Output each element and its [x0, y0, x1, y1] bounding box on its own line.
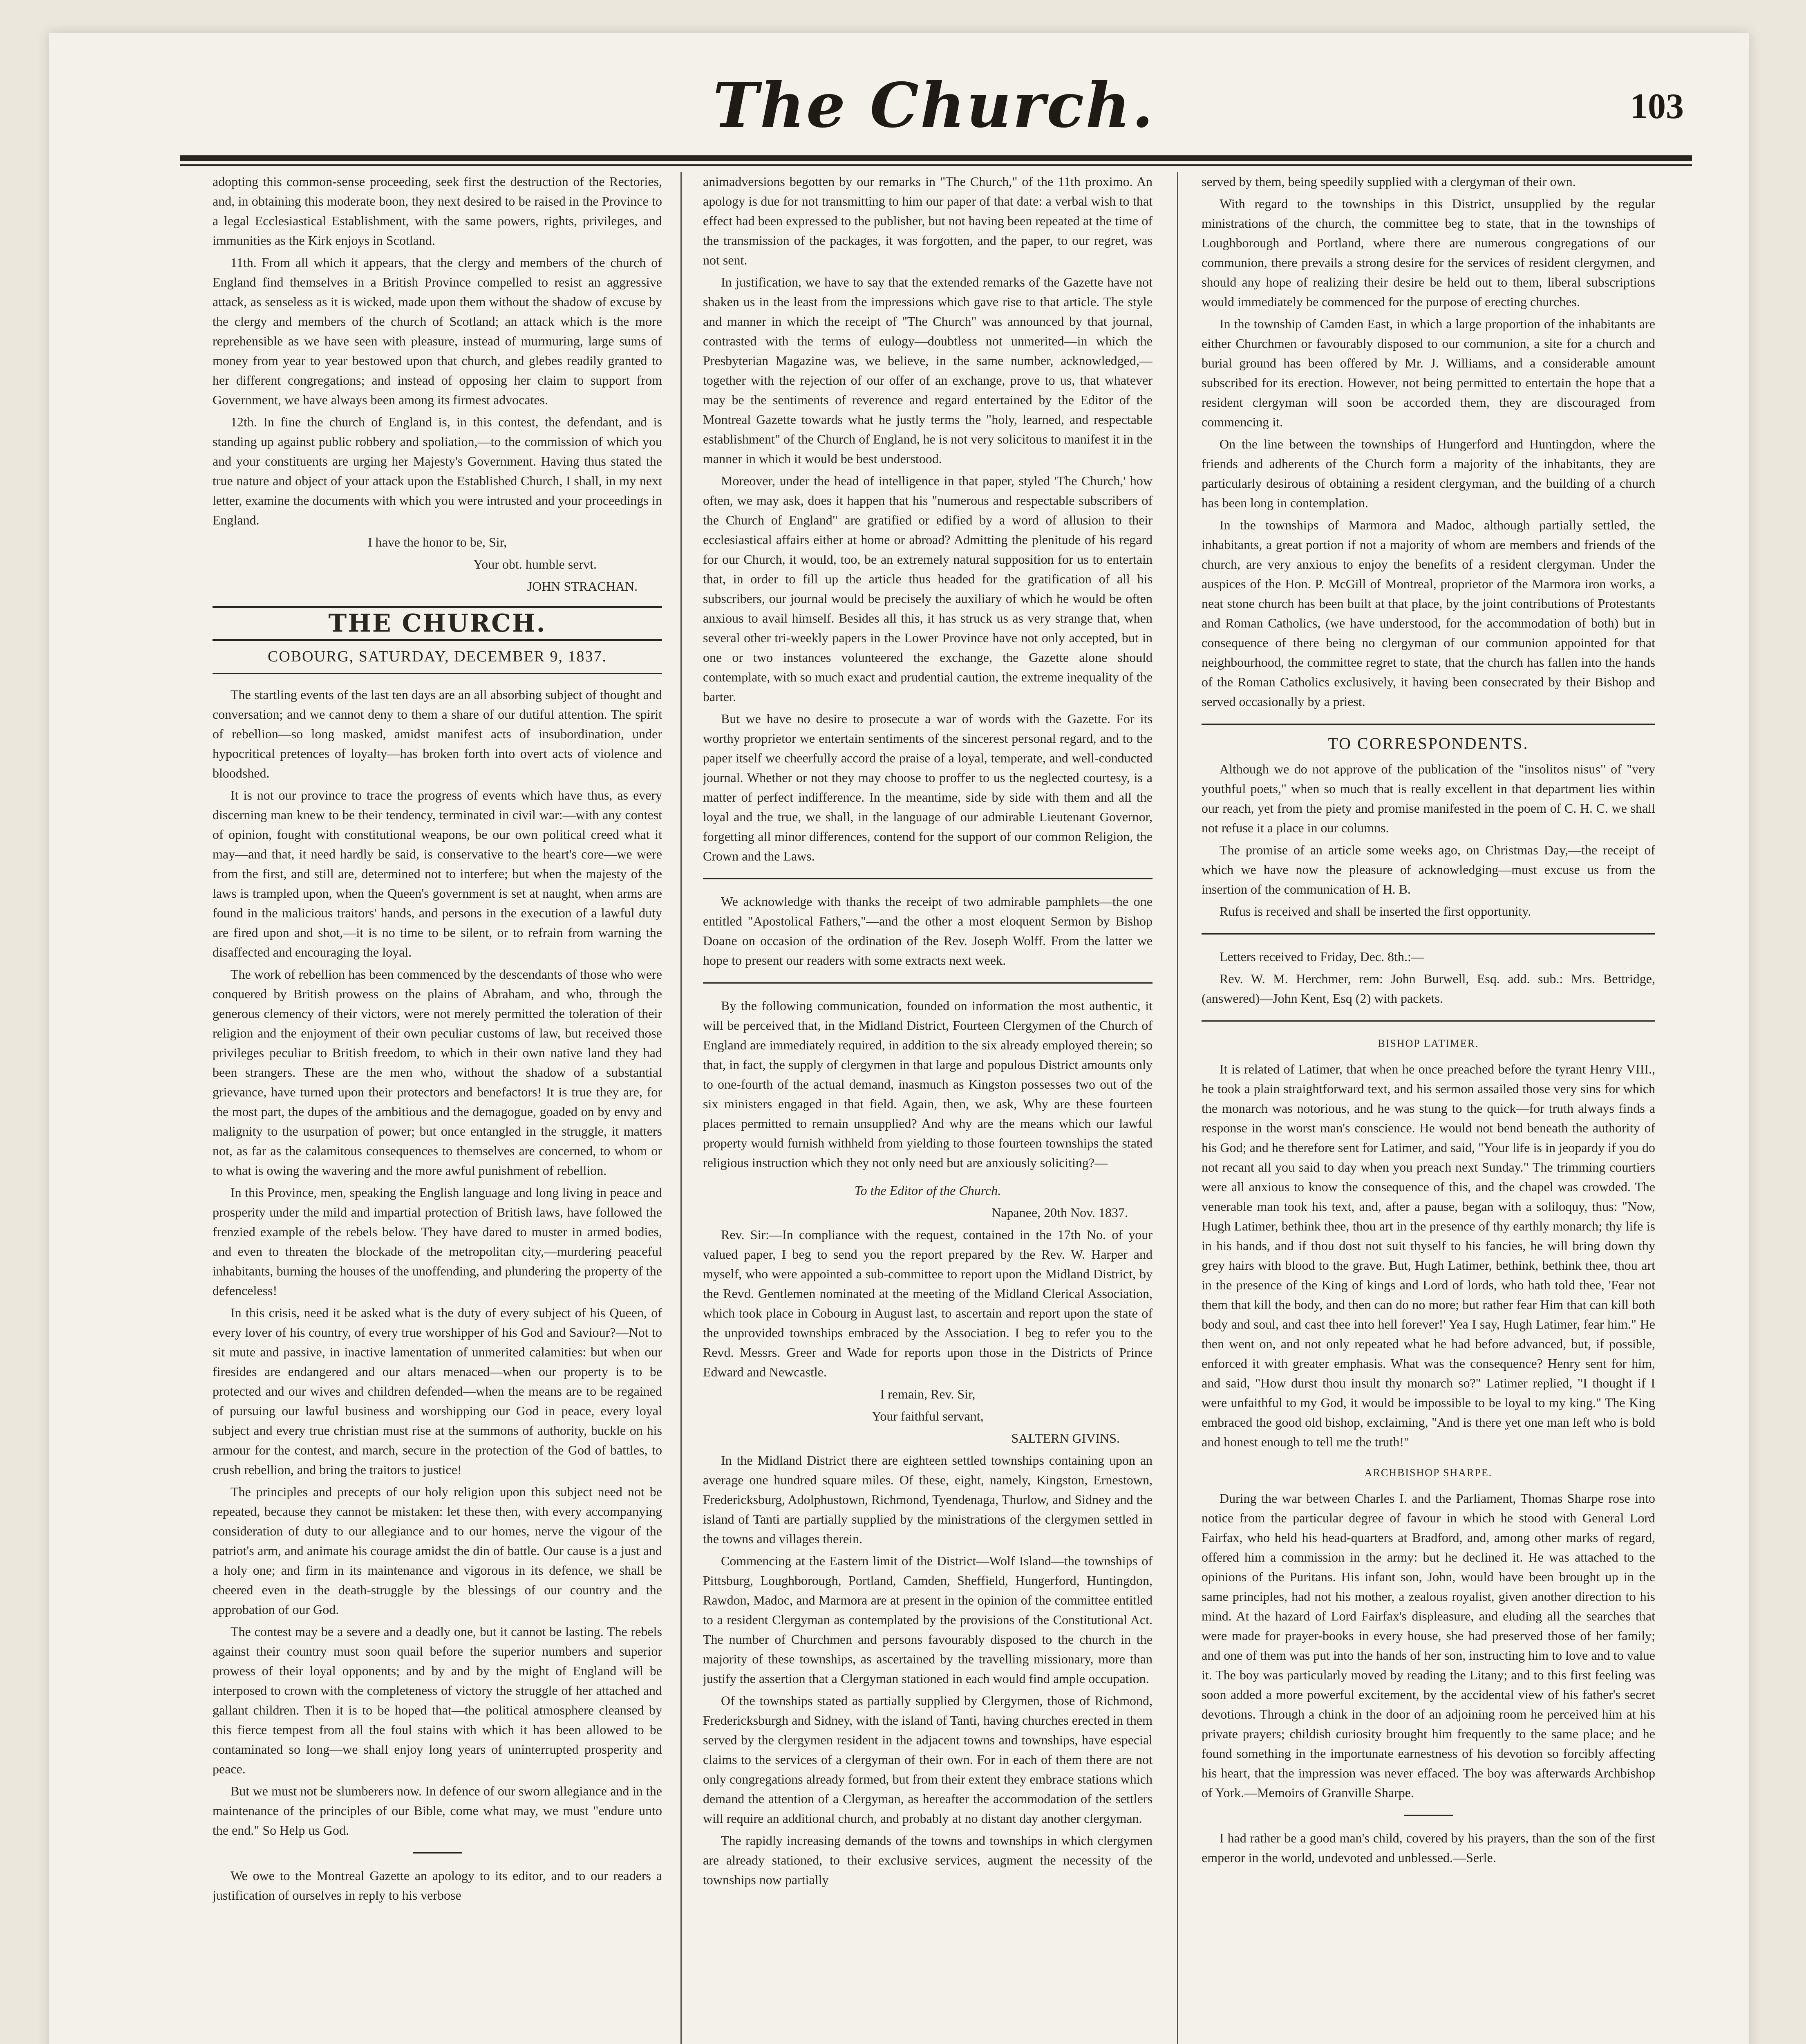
letter-heading: To the Editor of the Church.: [854, 1183, 1001, 1198]
article-heading: ARCHBISHOP SHARPE.: [1364, 1467, 1493, 1479]
correspondents-heading: TO CORRESPONDENTS.: [1202, 724, 1655, 753]
article-heading: BISHOP LATIMER.: [1378, 1038, 1479, 1049]
page-number: 103: [1630, 87, 1684, 126]
paragraph: 12th. In fine the church of England is, in this contest, the defendant, and is standing up against public robbery and spoliation,—to the commission of which you and your constituents are urging her Majesty's Government. Having thus stated the true nature and object of your attack upon the Established Church, I shall, in my next letter, examine the documents with which you were intrusted and your proceedings in England.: [213, 415, 662, 527]
paragraph: But we have no desire to prosecute a war of words with the Gazette. For its worthy proprietor we entertain sentiments of the sincerest personal regard, and to the paper itself we cheerfully accord the praise of a loyal, temperate, and well-conducted journal. Whether or not they may choose to proffer to us the neglected courtesy, is a matter of perfect indifference. In the meantime, side by side with them and all the loyal and the true, we shall, in the language of our admirable Lieutenant Governor, forgetting all minor differences, contend for the support of our common Religion, the Crown and the Laws.: [703, 711, 1153, 863]
paragraph: We acknowledge with thanks the receipt of two admirable pamphlets—the one entitled "Apostolical Fathers,"—and the other a most eloquent Sermon by Bishop Doane on occasion of the ordination of the Rev. Joseph Wolff. From the latter we hope to present our readers with some extracts next week.: [703, 894, 1153, 968]
paragraph: Letters received to Friday, Dec. 8th.:—: [1220, 949, 1424, 964]
paragraph: It is not our province to trace the progress of events which have thus, as every discerning man knew to be their tendency, terminated in civil war:—with any contest of opinion, fought with constitutional weapons, be our own political creed what it may—and that, it need hardly be said, is conservative to the heart's core—we were from the first, and still are, determined not to interfere; but when the majesty of the laws is trampled upon, when the Queen's government is set at naught, when arms are found in the malicious traitors' hands, and persons in the execution of a lawful duty are fired upon and shot,—it is no time to be silent, or to refrain from warning the disaffected and encouraging the loyal.: [213, 788, 662, 959]
paragraph: In the township of Camden East, in which a large proportion of the inhabitants are either Churchmen or favourably disposed to our communion, a site for a church and burial ground has been offered by Mr. J. Williams, and a considerable amount subscribed for its erection. However, not being permitted to entertain the hope that a resident clergyman will soon be accorded them, they are discouraged from commencing it.: [1202, 316, 1655, 429]
signoff-line: I remain, Rev. Sir,: [880, 1387, 976, 1401]
paragraph: But we must not be slumberers now. In defence of our sworn allegiance and in the maintenance of the principles of our Bible, come what may, we must "endure unto the end." So Help us God.: [213, 1784, 662, 1838]
paragraph: Moreover, under the head of intelligence in that paper, styled 'The Church,' how often, we may ask, does it happen that his "numerous and respectable subscribers of the Church of England" are gratified or edified by a word of allusion to their ecclesiastical affairs either at home or abroad? Admitting the plenitude of his regard for our Church, it would, too, be an extremely natural supposition for us to entertain that, in order to fill up the article thus headed for the gratification of all his subscribers, our journal would be precisely the auxiliary of which he would be often anxious to avail himself. Besides all this, it has struck us as very strange that, when several other tri-weekly papers in the Lower Province have not only accepted, but in one or two instances volunteered the exchange, the Gazette alone should contemplate, with so much exact and prudential caution, the extreme inequality of the barter.: [703, 473, 1153, 704]
paragraph: By the following communication, founded on information the most authentic, it will be perceived that, in the Midland District, Fourteen Clergymen of the Church of England are immediately required, in addition to the six already employed therein; so that, in fact, the supply of clergymen in that large and populous District amounts only to one-fourth of the actual demand, inasmuch as Kingston possesses two out of the six ministers engaged in that field. Again, then, we ask, Why are these fourteen places permitted to remain unsupplied? And why are the means which our lawful property would furnish withheld from yielding to those fourteen townships the stated religious instruction which they not only need but are anxiously soliciting?—: [703, 998, 1153, 1170]
paragraph: We owe to the Montreal Gazette an apology to its editor, and to our readers a justification of ourselves in reply to his verbose: [213, 1868, 662, 1903]
paragraph: Rev. Sir:—In compliance with the request, contained in the 17th No. of your valued paper, I beg to send you the report prepared by the Rev. W. Harper and myself, who were appointed a sub-committee to report upon the Midland District, by the Revd. Gentlemen nominated at the meeting of the Midland Clerical Association, which took place in Cobourg in August last, to ascertain and report upon the state of the unprovided townships embraced by the Association. I beg to refer you to the Revd. Messrs. Greer and Wade for reports upon those in the Districts of Prince Edward and Newcastle.: [703, 1227, 1153, 1379]
column-3: [1202, 172, 1655, 2044]
paragraph: In this crisis, need it be asked what is the duty of every subject of his Queen, of every lover of his country, of every true worshipper of his God and Saviour?—Not to sit mute and passive, in inactive lamentation of unmerited calamities: but when our firesides are endangered and our altars menaced—when our property is to be protected and our wives and children defended—when the means are to be regained of pursuing our lawful business and worshipping our God in peace, every loyal subject and every true christian must rise at the summons of authority, buckle on his armour for the contest, and march, secure in the protection of the God of battles, to crush rebellion, and bring the traitors to justice!: [213, 1305, 662, 1477]
paragraph: 11th. From all which it appears, that the clergy and members of the church of England find themselves in a British Province compelled to resist an aggressive attack, as senseless as it is wicked, made upon them without the shadow of excuse by the clergy and members of the church of Scotland; an attack which is the more reprehensible as we have seen with pleasure, instead of murmuring, large sums of money from year to year bestowed upon that church, and glebes readily granted to her different congregations; and instead of opposing her claim to support from Government, we have always been among its firmest advocates.: [213, 255, 662, 407]
paragraph: served by them, being speedily supplied with a clergyman of their own.: [1202, 174, 1576, 189]
letter-dateline: Napanee, 20th Nov. 1837.: [991, 1205, 1128, 1220]
paragraph: In the townships of Marmora and Madoc, although partially settled, the inhabitants, a great portion if not a majority of whom are members and friends of the church, are very anxious to enjoy the benefits of a resident clergyman. Under the auspices of the Hon. P. McGill of Montreal, proprietor of the Marmora iron works, a neat stone church has been built at that place, by the joint contributions of Protestants and Roman Catholics, (we have understood, for the accommodation of both) but in consequence of there being no clergyman of our communion appointed for that neighbourhood, the committee regret to state, that the church has fallen into the hands of the Roman Catholics exclusively, it having been consecrated by their Bishop and served occasionally by a priest.: [1202, 518, 1655, 709]
paragraph: During the war between Charles I. and the Parliament, Thomas Sharpe rose into notice from the particular degree of favour in which he stood with General Lord Fairfax, who held his head-quarters at Bradford, and, among other marks of regard, offered him a commission in the army: but he declined it. He was attached to the opinions of the Puritans. His infant son, John, would have been brought up in the same principles, had not his mother, a zealous royalist, given another direction to his mind. At the hazard of Lord Fairfax's displeasure, and eluding all the searches that were made for prayer-books in every house, she had preserved those of her family; and one of them was put into the hands of her son, instructing him to love and to value it. The boy was particularly moved by reading the Litany; and to this first feeling was soon added a more powerful excitement, by the accidental view of his father's secret devotions. Through a chink in the door of an adjoining room he perceived him at his private prayers; childish curiosity brought him frequently to the same place; and he found something in the importunate earnestness of his devotion so forcibly affecting his heart, that the impression was never effaced. The boy was afterwards Archbishop of York.—Memoirs of Granville Sharpe.: [1202, 1491, 1655, 1800]
signature: SALTERN GIVINS.: [1011, 1431, 1120, 1446]
paragraph: The contest may be a severe and a deadly one, but it cannot be lasting. The rebels against their country must soon quail before the superior numbers and superior prowess of their loyal opponents; and by and by the might of England will be interposed to crown with the completeness of victory the struggle of her attached and gallant children. Then it is to be hoped that—the political atmosphere cleansed by this fierce tempest from all the foul stains with which it has been allowed to be contaminated so long—we shall enjoy long years of uninterrupted prosperity and peace.: [213, 1624, 662, 1776]
masthead-rule-thin: [180, 164, 1692, 166]
separator: [1404, 1815, 1453, 1816]
paragraph: Rev. W. M. Herchmer, rem: John Burwell, Esq. add. sub.: Mrs. Bettridge, (answered)—John Kent, Esq (2) with packets.: [1202, 971, 1655, 1006]
masthead-title: The Church.: [713, 69, 1155, 141]
masthead-rule: [180, 155, 1692, 161]
separator: [1202, 933, 1655, 935]
paragraph: The promise of an article some weeks ago, on Christmas Day,—the receipt of which we have now the pleasure of acknowledging—must excuse us from the insertion of the communication of H. B.: [1202, 843, 1655, 896]
masthead: [180, 61, 1688, 155]
column-divider: [1177, 172, 1178, 2044]
paragraph: Of the townships stated as partially supplied by Clergymen, those of Richmond, Fredericksburgh and Sidney, with the island of Tanti, having churches erected in them served by the clergymen resident in the adjacent towns and townships, have especial claims to the services of a clergyman of their own. For in each of them there are not only congregations already formed, but from their extent they embrace stations which demand the attention of a Clergyman, as hereafter the accommodation of the settlers will require an additional church, and probably at no distant day another clergyman.: [703, 1693, 1153, 1826]
paragraph: adopting this common-sense proceeding, seek first the destruction of the Rectories, and, in obtaining this moderate boon, they next desired to be raised in the Province to a legal Ecclesiastical Establishment, with the same powers, rights, privileges, and immunities as the Kirk enjoys in Scotland.: [213, 174, 662, 248]
paragraph: The startling events of the last ten days are an all absorbing subject of thought and conversation; and we cannot deny to them a share of our dutiful attention. The spirit of rebellion—so long masked, amidst manifest acts of insubordination, under hypocritical pretences of loyalty—has broken forth into overt acts of violence and bloodshed.: [213, 687, 662, 780]
paragraph: It is related of Latimer, that when he once preached before the tyrant Henry VIII., he took a plain straightforward text, and his sermon assailed those very sins for which the monarch was notorious, and he was stung to the quick—for truth always finds a response in the worst man's conscience. He would not bend beneath the authority of his God; and he therefore sent for Latimer, and said, "Your life is in jeopardy if you do not recant all you said to day when you preach next Sunday." The trimming courtiers were all anxious to know the consequence of this, and the chapel was crowded. The venerable man took his text, and, after a pause, began with a soliloquy, thus: "Now, Hugh Latimer, bethink thee, thou art in the presence of thy earthly monarch; thy life is in his hands, and if thou dost not suit thyself to his fancies, he will bring down thy grey hairs with blood to the grave. But, Hugh Latimer, bethink, bethink thee, thou art in the presence of the King of kings and Lord of lords, who hath told thee, 'Fear not them that kill the body, and then can do no more; but rather fear Him that can kill both body and soul, and cast thee into hell forever!' Yea I say, Hugh Latimer, fear him." He then went on, and not only repeated what he had before advanced, but, if possible, enforced it with greater emphasis. What was the consequence? Henry sent for him, and said, "How durst thou insult thy monarch so?" Latimer replied, "I thought if I were unfaithful to my God, it would be impossible to be loyal to my king." The King embraced the good old bishop, exclaiming, "And is there yet one man left who is bold and honest enough to tell me the truth!": [1202, 1062, 1655, 1449]
paragraph: I had rather be a good man's child, covered by his prayers, than the son of the first emperor in the world, undevoted and unblessed.—Serle.: [1202, 1831, 1655, 1865]
separator: [1202, 1020, 1655, 1022]
paragraph: Commencing at the Eastern limit of the District—Wolf Island—the townships of Pittsburg, Loughborough, Portland, Camden, Sheffield, Hungerford, Huntingdon, Rawdon, Madoc, and Marmora are at present in the opinion of the committee entitled to a resident Clergyman as contemplated by the provisions of the Constitutional Act. The number of Churchmen and persons favourably disposed to the church in the majority of these townships, as ascertained by the travelling missionary, more than justify the assertion that a Clergyman stationed in each would find ample occupation.: [703, 1553, 1153, 1686]
paragraph: Although we do not approve of the publication of the "insolitos nisus" of "very youthful poets," when so much that is really excellent in that department lies within our reach, yet from the piety and promise manifested in the poem of C. H. C. we shall not refuse it a place in our columns.: [1202, 762, 1655, 835]
signature: JOHN STRACHAN.: [527, 579, 638, 594]
paragraph: Rufus is received and shall be inserted the first opportunity.: [1220, 904, 1531, 919]
paragraph: In justification, we have to say that the extended remarks of the Gazette have not shaken us in the least from the impressions which gave rise to that article. The style and manner in which the receipt of "The Church" was announced by that journal, contrasted with the terms of eulogy—doubtless not unmerited—in which the Presbyterian Magazine was, we believe, in the same number, acknowledged,—together with the rejection of our offer of an exchange, prove to us, that whatever may be the sentiments of reverence and regard entertained by the Editor of the Montreal Gazette towards what he justly terms the "holy, learned, and respectable establishment" of the Church of England, he is not very solicitous to manifest it in the manner in which it would be best understood.: [703, 275, 1153, 466]
signoff-line: Your obt. humble servt.: [473, 557, 597, 572]
paragraph: On the line between the townships of Hungerford and Huntingdon, where the friends and adherents of the Church form a majority of the inhabitants, they are particularly desirous of obtaining a resident clergyman, and the building of a church has been long in contemplation.: [1202, 437, 1655, 510]
section-title: THE CHURCH.: [213, 606, 662, 641]
paragraph: animadversions begotten by our remarks in "The Church," of the 11th proximo. An apology is due for not transmitting to him our paper of that date: a verbal wish to that effect had been expressed to the publisher, but not having been repeated at the time of the transmission of the packages, it was forgotten, and the paper, to our regret, was not sent.: [703, 174, 1153, 267]
paragraph: With regard to the townships in this District, unsupplied by the regular ministrations of the church, the committee beg to state, that in the townships of Loughborough and Portland, where there are numerous congregations of our communion, there prevails a strong desire for the services of resident clergymen, and should any hope of realizing their desire be held out to them, liberal subscriptions would immediately be commenced for the purpose of erecting churches.: [1202, 196, 1655, 309]
separator: [703, 982, 1153, 984]
paragraph: In this Province, men, speaking the English language and long living in peace and prosperity under the mild and impartial protection of British laws, have followed the frenzied example of the rebels below. They have dared to muster in armed bodies, and even to threaten the blockade of the metropolitan city,—murdering peaceful inhabitants, burning the houses of the unoffending, and plundering the property of the defenceless!: [213, 1185, 662, 1298]
column-1: [213, 172, 662, 2044]
column-divider: [680, 172, 682, 2044]
paragraph: The work of rebellion has been commenced by the descendants of those who were conquered by British prowess on the plains of Abraham, and who, through the generous clemency of their victors, were not merely permitted the toleration of their religion and the enjoyment of their own peculiar customs of law, but received those privileges peculiar to British freedom, to which in their own native land they had been strangers. These are the men who, without the shadow of a substantial grievance, have turned upon their protectors and benefactors! It is true they are, for the most part, the dupes of the ambitious and the demagogue, goaded on by envy and malignity to the usurpation of power; but once entangled in the struggle, it matters not, as far as the calamitous consequences to themselves are concerned, to whom or to what is owing the wavering and the more awful punishment of rebellion.: [213, 967, 662, 1178]
separator: [413, 1852, 462, 1853]
signoff-line: Your faithful servant,: [872, 1409, 984, 1423]
column-2: [703, 172, 1153, 2044]
paragraph: The rapidly increasing demands of the towns and townships in which clergymen are already stationed, to their exclusive services, augment the necessity of the townships now partially: [703, 1833, 1153, 1887]
dateline: COBOURG, SATURDAY, DECEMBER 9, 1837.: [213, 647, 662, 674]
paragraph: The principles and precepts of our holy religion upon this subject need not be repeated, because they cannot be mistaken: let these then, with every accompanying consideration of duty to our allegiance and to our homes, nerve the vigour of the patriot's arm, and animate his courage amidst the din of battle. Our cause is a just and a holy one; and firm in its maintenance and vigorous in its defence, we shall be cheered even in the death-struggle by the blessings of our country and the approbation of our God.: [213, 1484, 662, 1617]
separator: [703, 878, 1153, 879]
paragraph: In the Midland District there are eighteen settled townships containing upon an average one hundred square miles. Of these, eight, namely, Kingston, Ernestown, Fredericksburg, Adolphustown, Richmond, Tyendenaga, Thurlow, and Sidney and the island of Tanti are partially supplied by the ministrations of the clergymen settled in the towns and villages therein.: [703, 1453, 1153, 1546]
signoff-line: I have the honor to be, Sir,: [368, 535, 507, 549]
